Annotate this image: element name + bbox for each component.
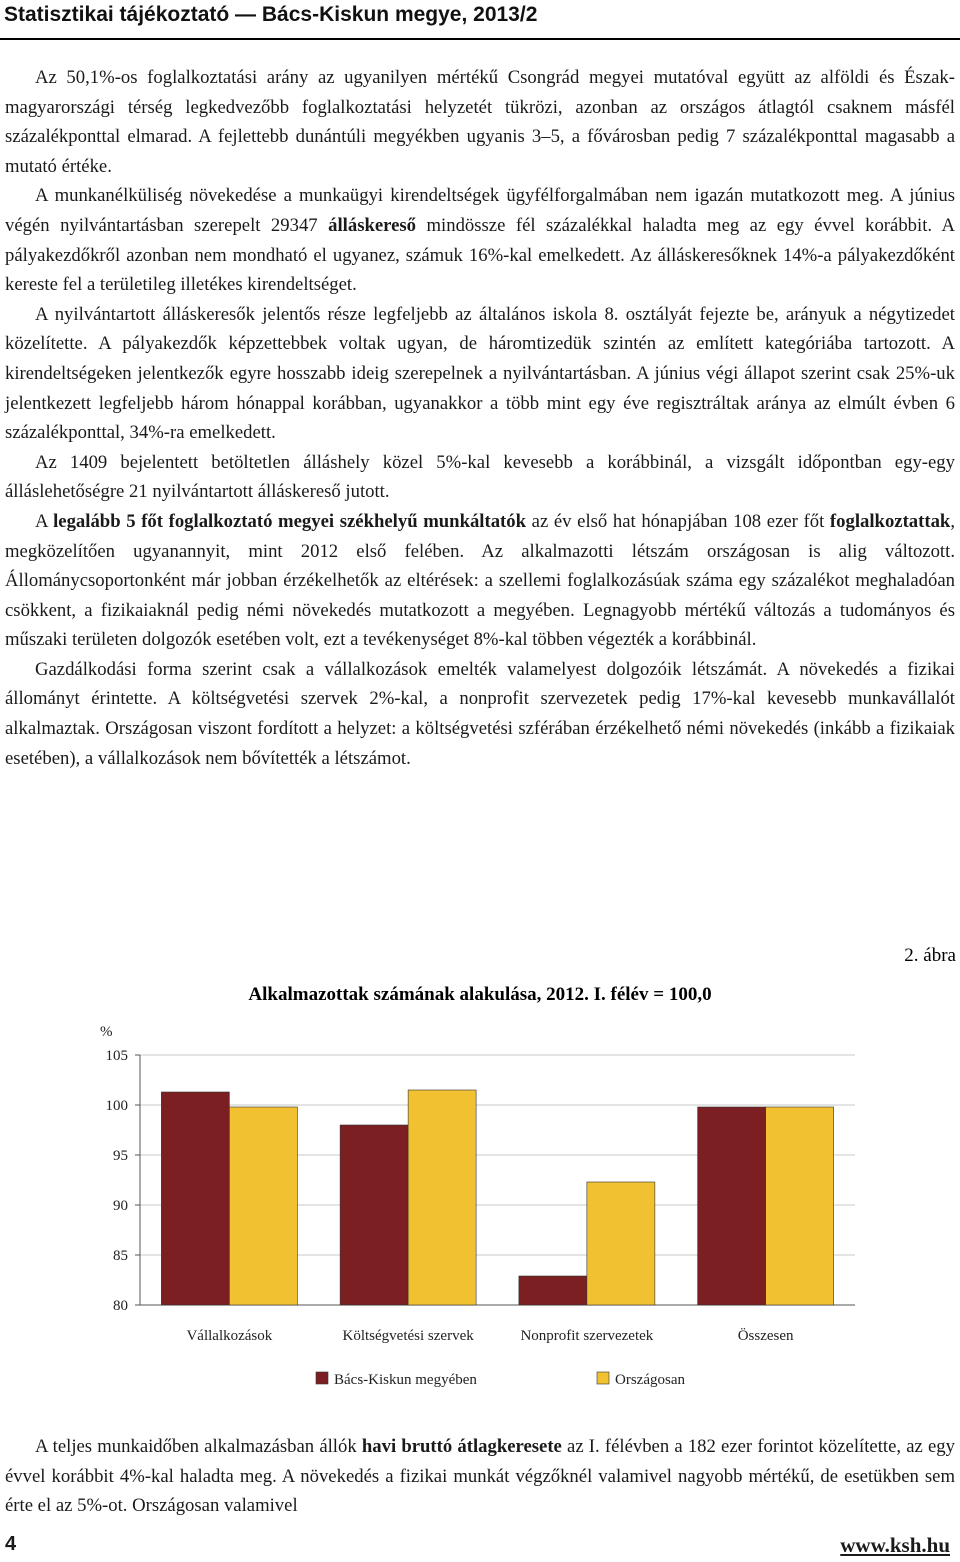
- x-category-label: Összesen: [737, 1328, 794, 1344]
- text-run: Gazdálkodási forma szerint csak a vállalkozások emelték valamelyest dolgozóik létszámát. A növekedés a fizikai állományt érintette. A költségvetési szervek 2%-kal, a nonprofit szervezetek pedig 17%-kal kevesebb munkavállalót alkalmaztak. Országosan viszont fordított a helyzet: a költségvetési szférában érzékelhető némi növekedés (inkább a fizikaiak esetében), a vállalkozások nem bővítették a létszámot.: [5, 658, 955, 769]
- bar-chart: [0, 930, 960, 1410]
- bold-term: álláskereső: [328, 214, 417, 236]
- legend-swatch: [316, 1372, 328, 1384]
- y-axis-unit: %: [100, 1024, 113, 1040]
- bar: [766, 1107, 834, 1305]
- figure-number: 2. ábra: [904, 945, 956, 966]
- body-text-top: [5, 63, 955, 773]
- legend-label: Országosan: [615, 1372, 685, 1388]
- text-run: az év első hat hónapjában 108 ezer főt: [526, 510, 830, 532]
- text-run: A: [35, 510, 54, 532]
- header-title: Statisztikai tájékoztató — Bács-Kiskun megye, 2013/2: [4, 3, 538, 26]
- page-header: [0, 0, 960, 38]
- paragraph: [5, 63, 955, 181]
- paragraph: [5, 1432, 955, 1521]
- bar: [408, 1090, 476, 1305]
- text-run: mindössze fél százalékkal haladta meg az egy évvel korábbit. A pályakezdőkről azonban nem mondható el ugyanez, számuk 16%-kal emelkedett. Az álláskeresőknek 14%-a pályakezdőként kereste fel a területileg illetékes kirendeltséget.: [5, 214, 955, 296]
- paragraph: [5, 507, 955, 655]
- paragraph: [5, 181, 955, 299]
- text-run: Az 50,1%-os foglalkoztatási arány az ugyanilyen mértékű Csongrád megyei mutatóval együtt az alföldi és Észak-magyarországi térség legkedvezőbb foglalkoztatási helyzetét tükrözi, azonban az országos átlagtól csaknem másfél százalékponttal elmarad. A fejlettebb dunántúli megyékben ugyanis 3–5, a fővárosban pedig 7 százalékponttal magasabb a mutató értéke.: [5, 67, 955, 177]
- text-run: Az 1409 bejelentett betöltetlen álláshely közel 5%-kal kevesebb a korábbinál, a vizsgált időpontban egy-egy álláslehetőségre 21 nyilvántartott álláskereső jutott.: [5, 451, 955, 503]
- bold-term: havi bruttó átlagkeresete: [361, 1436, 562, 1457]
- paragraph: [5, 448, 955, 507]
- x-category-label: Vállalkozások: [186, 1328, 273, 1344]
- bar: [519, 1276, 587, 1305]
- bold-term: foglalkoztattak: [829, 510, 951, 532]
- bar: [161, 1092, 229, 1305]
- legend-swatch: [597, 1372, 609, 1384]
- text-run: az I. félévben a 182 ezer forintot közelítette, az egy évvel korábbit 4%-kal haladta meg. A növekedés a fizikai munkát végzőknél valamivel nagyobb mértékű, de esetükben sem érte el az 5%-ot. Országosan valamivel: [5, 1436, 955, 1517]
- y-tick-label: 100: [105, 1098, 128, 1114]
- text-run: A munkanélküliség növekedése a munkaügyi kirendeltségek ügyfélforgalmában nem igazán mutatkozott meg. A június végén nyilvántartásban szerepelt 29347: [5, 185, 955, 236]
- body-text-bottom: [5, 1432, 955, 1521]
- bar: [340, 1125, 408, 1305]
- y-tick-label: 90: [113, 1198, 128, 1214]
- x-category-label: Költségvetési szervek: [342, 1328, 474, 1344]
- header-rule: [0, 38, 960, 40]
- figure-chart: [0, 930, 960, 1410]
- legend-label: Bács-Kiskun megyében: [334, 1372, 477, 1388]
- footer-link[interactable]: www.ksh.hu: [840, 1533, 950, 1557]
- y-tick-label: 80: [113, 1298, 128, 1314]
- page-number: 4: [5, 1533, 17, 1555]
- x-category-label: Nonprofit szervezetek: [520, 1328, 654, 1344]
- text-run: A nyilvántartott álláskeresők jelentős része legfeljebb az általános iskola 8. osztályát fejezte be, arányuk a négytizedet közelítette. A pályakezdők képzettebbek voltak ugyan, de háromtizedük szintén az említett kategóriába tartozott. A kirendeltségeken jelentkezők egyre hosszabb ideig szerepelnek a nyilvántartásban. A június végi állapot szerint csak 25%-uk jelentkezett legfeljebb három hónappal korábban, ugyanakkor a több mint egy éve regisztráltak aránya az elmúlt évben 6 százalékponttal, 34%-ra emelkedett.: [5, 303, 955, 444]
- bar: [698, 1107, 766, 1305]
- paragraph: [5, 300, 955, 448]
- bar: [229, 1107, 297, 1305]
- bold-term: legalább 5 főt foglalkoztató megyei székhelyű munkáltatók: [53, 510, 527, 532]
- y-tick-label: 95: [113, 1148, 128, 1164]
- y-tick-label: 85: [113, 1248, 128, 1264]
- chart-title: Alkalmazottak számának alakulása, 2012. I. félév = 100,0: [248, 984, 712, 1005]
- text-run: , megközelítően ugyanannyit, mint 2012 első felében. Az alkalmazotti létszám országosan is alig változott. Állománycsoportonként már jobban érzékelhetők az eltérések: a szellemi foglalkozásúak száma egy százalékot meghaladóan csökkent, a fizikaiaknál pedig némi növekedés mutatkozott a megyében. Legnagyobb mértékű változás a tudományos és műszaki területen dolgozók esetében volt, ezt a tevékenységet 8%-kal többen végezték a korábbinál.: [5, 510, 955, 651]
- y-tick-label: 105: [105, 1048, 128, 1064]
- text-run: A teljes munkaidőben alkalmazásban állók: [35, 1436, 362, 1457]
- bar: [587, 1182, 655, 1305]
- paragraph: [5, 655, 955, 773]
